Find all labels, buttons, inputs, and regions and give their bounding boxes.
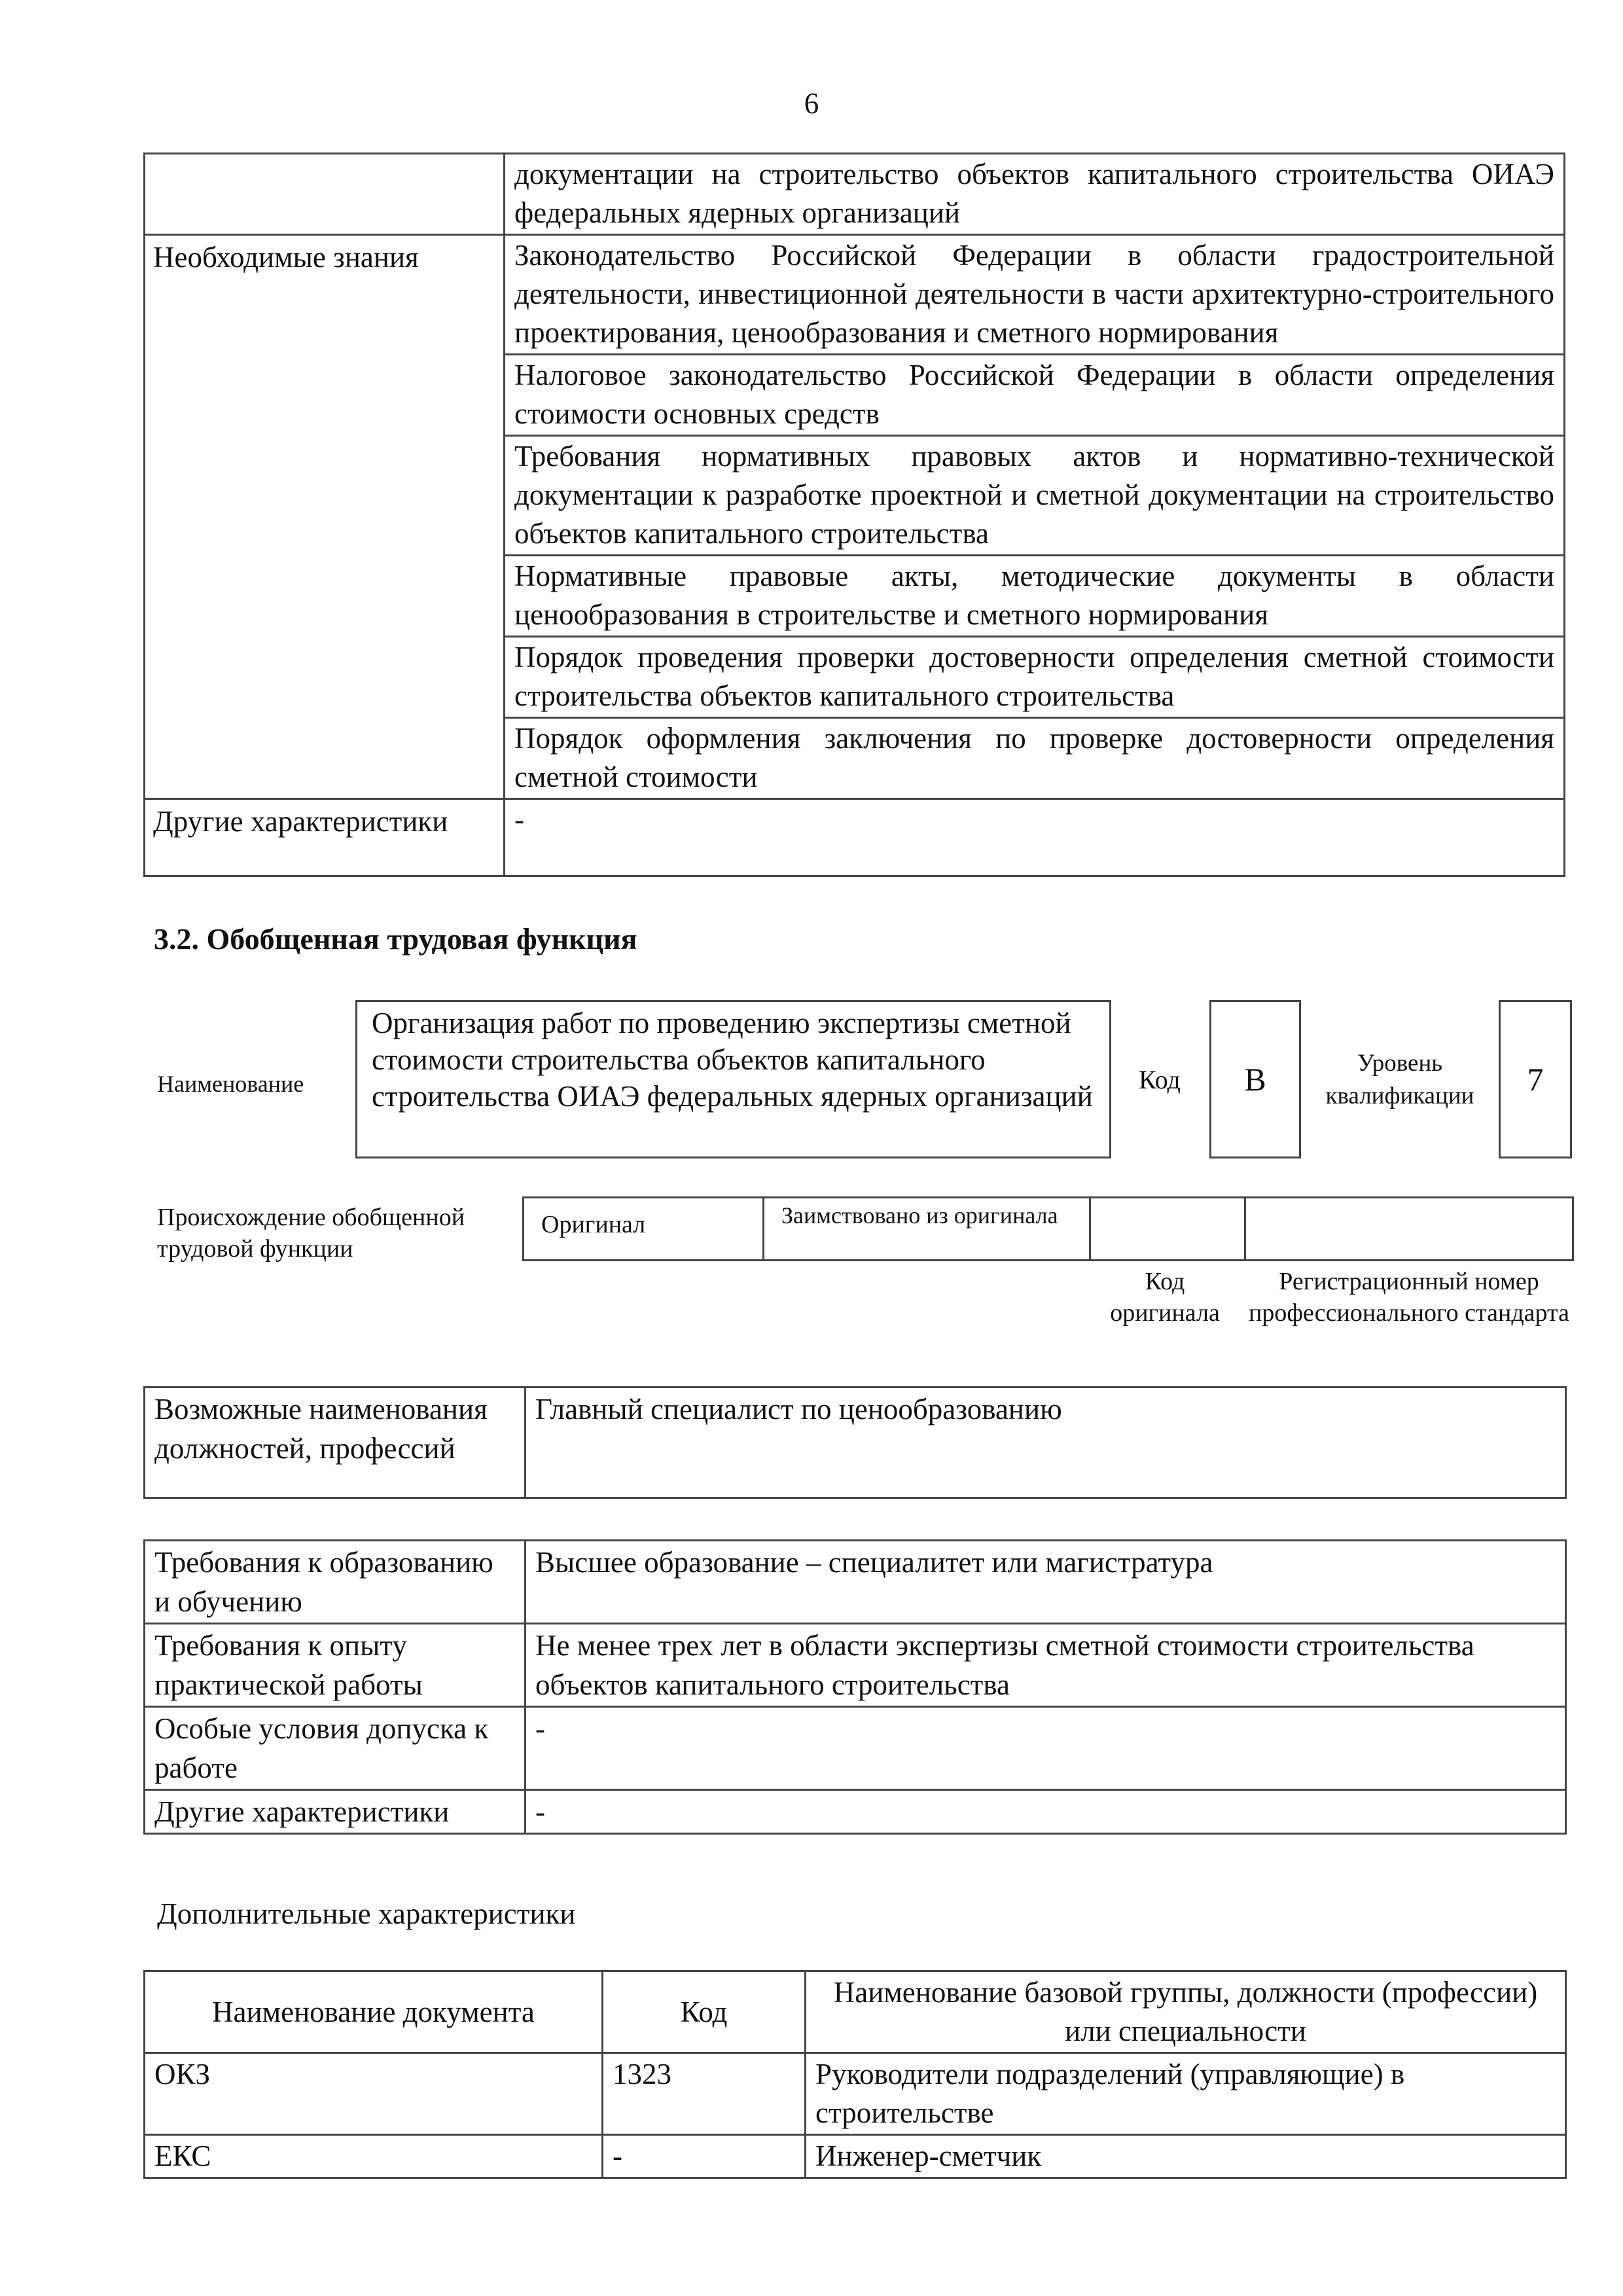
knowledge-item: Нормативные правовые акты, методические документы в области ценообразования в строительстве и сметного нормирования (505, 556, 1565, 637)
table-row (145, 1790, 1566, 1834)
table-row (145, 1624, 1566, 1707)
header-doc: Наименование документа (145, 1971, 603, 2053)
positions-value: Главный специалист по ценообразованию (526, 1388, 1566, 1498)
section-title: 3.2. Обобщенная трудовая функция (154, 922, 637, 956)
origin-table (522, 1196, 1574, 1261)
code-caption: Код оригинала (1110, 1268, 1220, 1327)
req-value: - (526, 1790, 1566, 1834)
name-box (355, 1000, 1111, 1158)
code-label: Код (1139, 1065, 1181, 1094)
knowledge-label: Необходимые знания (145, 235, 505, 799)
level-box (1499, 1000, 1572, 1158)
code-value: B (1244, 1061, 1266, 1098)
knowledge-item: Требования нормативных правовых актов и нормативно-технической документации к разработке проектной и сметной документации на строительство объектов капитального строительства (505, 436, 1565, 556)
header-name: Наименование базовой группы, должности (профессии) или специальности (806, 1971, 1566, 2053)
code-cell: - (603, 2135, 806, 2178)
doc-cell: ЕКС (145, 2135, 603, 2178)
code-box (1209, 1000, 1301, 1158)
origin-original: Оригинал (524, 1198, 764, 1261)
knowledge-item: Порядок проведения проверки достоверности определения сметной стоимости строительства объектов капитального строительства (505, 637, 1565, 718)
knowledge-item: Порядок оформления заключения по проверке достоверности определения сметной стоимости (505, 718, 1565, 799)
doc-cell: ОКЗ (145, 2053, 603, 2135)
function-name: Организация работ по проведению экспертизы сметной стоимости строительства объектов капитального строительства ОИАЭ федеральных ядерных организаций (372, 1007, 1093, 1113)
req-value: - (526, 1707, 1566, 1790)
req-value: Не менее трех лет в области экспертизы сметной стоимости строительства объектов капитального строительства (526, 1624, 1566, 1707)
additional-table (143, 1970, 1567, 2179)
table-row (145, 154, 1565, 235)
requirements-table (143, 1539, 1567, 1835)
positions-table (143, 1386, 1567, 1499)
req-label: Требования к образованию и обучению (145, 1541, 526, 1624)
additional-title: Дополнительные характеристики (157, 1897, 576, 1930)
page-number: 6 (804, 87, 819, 120)
level-value: 7 (1527, 1061, 1544, 1098)
name-cell: Инженер-сметчик (806, 2135, 1566, 2178)
positions-label: Возможные наименования должностей, профессий (145, 1388, 526, 1498)
knowledge-table (143, 152, 1565, 877)
req-label: Требования к опыту практической работы (145, 1624, 526, 1707)
table-row (145, 799, 1565, 876)
table-row (145, 2135, 1566, 2178)
name-cell: Руководители подразделений (управляющие) в строительстве (806, 2053, 1566, 2135)
name-label: Наименование (157, 1071, 304, 1097)
origin-label: Происхождение обобщенной трудовой функции (157, 1204, 465, 1263)
table-row (145, 1388, 1566, 1498)
knowledge-item: Законодательство Российской Федерации в области градостроительной деятельности, инвестиционной деятельности в части архитектурно-строительного проектирования, ценообразования и сметного нормирования (505, 235, 1565, 355)
level-label: Уровень квалификации (1325, 1050, 1474, 1109)
table-row (145, 235, 1565, 355)
reg-caption: Регистрационный номер профессионального стандарта (1249, 1268, 1569, 1327)
knowledge-item: Налоговое законодательство Российской Федерации в области определения стоимости основных средств (505, 355, 1565, 436)
origin-reg-cell (1245, 1198, 1573, 1261)
code-cell: 1323 (603, 2053, 806, 2135)
req-value: Высшее образование – специалитет или магистратура (526, 1541, 1566, 1624)
table-row (145, 1971, 1566, 2053)
table-row (145, 1707, 1566, 1790)
table-row (145, 2053, 1566, 2135)
other-label: Другие характеристики (145, 799, 505, 876)
table-row (524, 1198, 1573, 1261)
table-row (145, 1541, 1566, 1624)
continuation-text: документации на строительство объектов капитального строительства ОИАЭ федеральных ядерных организаций (505, 154, 1565, 235)
req-label: Другие характеристики (145, 1790, 526, 1834)
origin-borrowed: Заимствовано из оригинала (764, 1198, 1090, 1261)
req-label: Особые условия допуска к работе (145, 1707, 526, 1790)
other-value: - (505, 799, 1565, 876)
origin-code-cell (1090, 1198, 1245, 1261)
header-code: Код (603, 1971, 806, 2053)
empty-cell (145, 154, 505, 235)
